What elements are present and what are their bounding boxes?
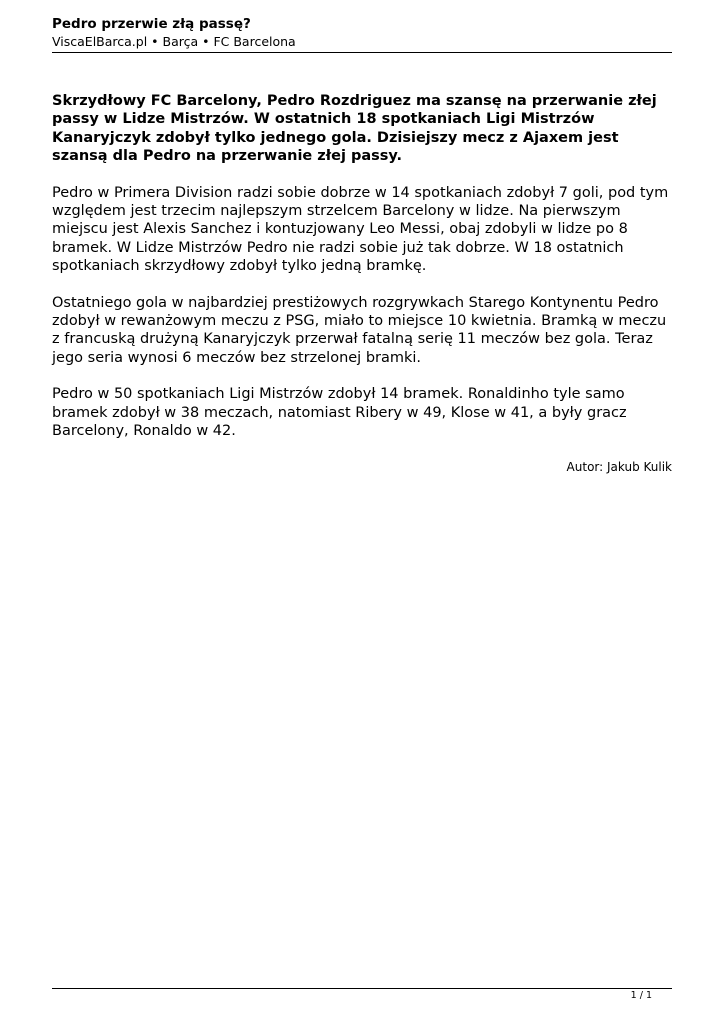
article-body: [52, 92, 672, 475]
article-lead: Skrzydłowy FC Barcelony, Pedro Rozdriguez ma szansę na przerwanie złej passy w Lidze Mistrzów. W ostatnich 18 spotkaniach Ligi Mistrzów Kanaryjczyk zdobył tylko jednego gola. Dzisiejszy mecz z Ajaxem jest szansą dla Pedro na przerwanie złej passy.: [52, 93, 657, 165]
article-paragraph-3: Pedro w 50 spotkaniach Ligi Mistrzów zdobył 14 bramek. Ronaldinho tyle samo bramek zdobył w 38 meczach, natomiast Ribery w 49, Klose w 41, a były gracz Barcelony, Ronaldo w 42.: [52, 386, 627, 440]
article-paragraph-1: Pedro w Primera Division radzi sobie dobrze w 14 spotkaniach zdobył 7 goli, pod tym względem jest trzecim najlepszym strzelcem Barcelony w lidze. Na pierwszym miejscu jest Alexis Sanchez i kontuzjowany Leo Messi, obaj zdobyli w lidze po 8 bramek. W Lidze Mistrzów Pedro nie radzi sobie już tak dobrze. W 18 ostatnich spotkaniach skrzydłowy zdobył tylko jedną bramkę.: [52, 184, 669, 275]
article-author: Autor: Jakub Kulik: [566, 459, 672, 474]
footer-divider: [52, 988, 672, 989]
page-number: 1 / 1: [630, 990, 652, 1001]
header-divider: [52, 52, 672, 53]
page-subtitle: ViscaElBarca.pl • Barça • FC Barcelona: [52, 34, 296, 49]
document-header: [52, 15, 672, 50]
page-title: Pedro przerwie złą passę?: [52, 16, 251, 32]
article-paragraph-2: Ostatniego gola w najbardziej prestiżowych rozgrywkach Starego Kontynentu Pedro zdobył w rewanżowym meczu z PSG, miało to miejsce 10 kwietnia. Bramką w meczu z francuską drużyną Kanaryjczyk przerwał fatalną serię 11 meczów bez gola. Teraz jego seria wynosi 6 meczów bez strzelonej bramki.: [52, 294, 667, 366]
